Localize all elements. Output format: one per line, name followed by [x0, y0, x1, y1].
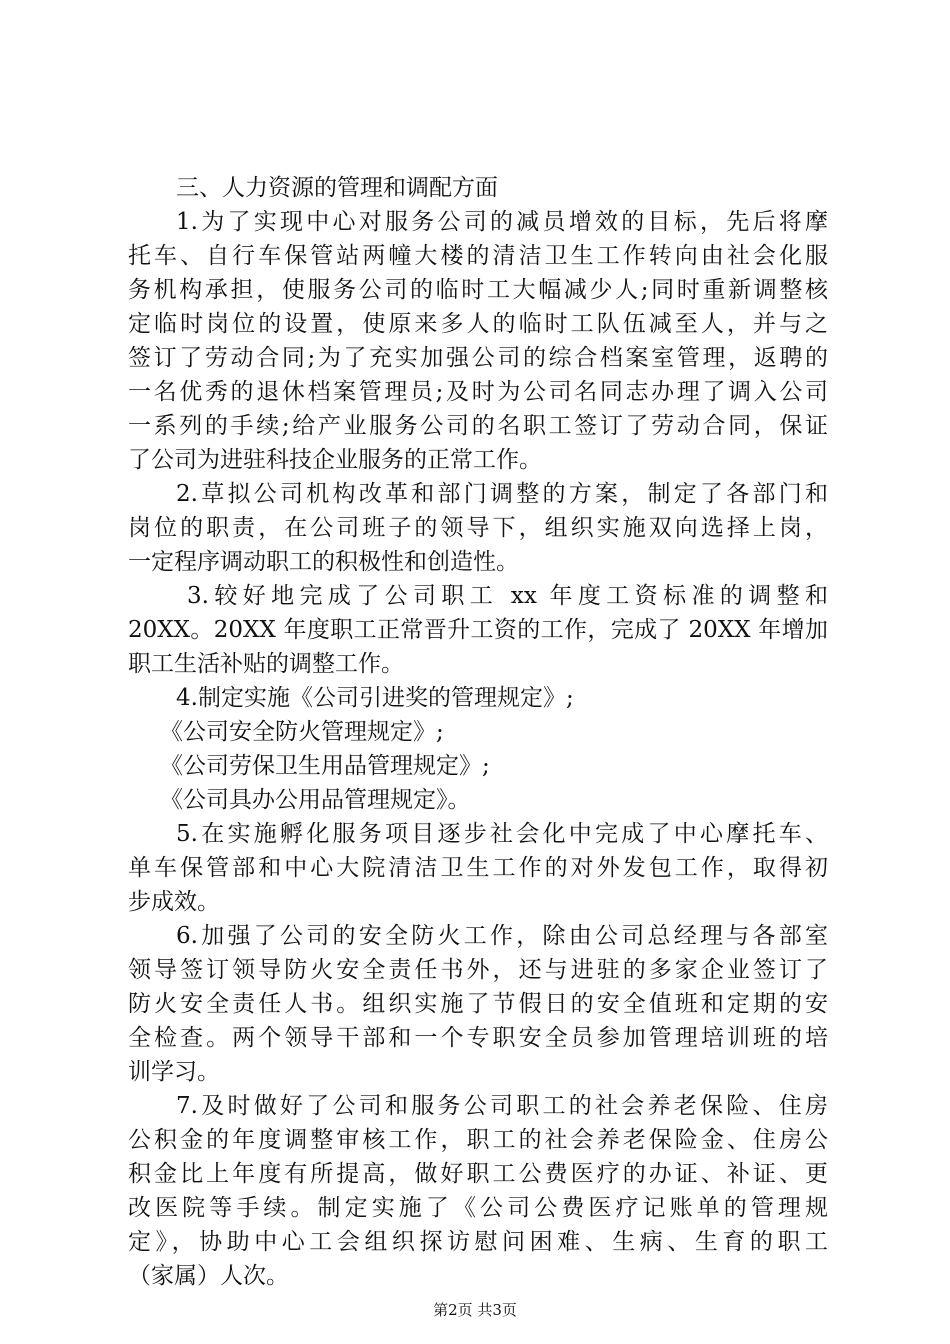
- paragraph-line: 单车保管部和中心大院清洁卫生工作的对外发包工作，取得初: [128, 855, 828, 881]
- paragraph-line: 公积金的年度调整审核工作，职工的社会养老保险金、住房公: [128, 1127, 828, 1153]
- paragraph-line: 积金比上年度有所提高，做好职工公费医疗的办证、补证、更: [128, 1161, 828, 1187]
- paragraph-line: 托车、自行车保管站两幢大楼的清洁卫生工作转向由社会化服: [128, 243, 828, 269]
- paragraph-line: 《公司具办公用品管理规定》。: [160, 787, 471, 813]
- paragraph-line: 一名优秀的退休档案管理员;及时为公司名同志办理了调入公司: [128, 379, 828, 405]
- paragraph-line: 岗位的职责，在公司班子的领导下，组织实施双向选择上岗，: [128, 515, 828, 541]
- page-footer: 第2页 共3页: [433, 1301, 517, 1319]
- paragraph-line: 职工生活补贴的调整工作。: [128, 651, 404, 677]
- section-heading: 三、人力资源的管理和调配方面: [176, 175, 498, 201]
- paragraph-line: 签订了劳动合同;为了充实加强公司的综合档案室管理，返聘的: [128, 345, 828, 371]
- paragraph-line: 领导签订领导防火安全责任书外，还与进驻的多家企业签订了: [128, 957, 828, 983]
- paragraph-line: （家属）人次。: [128, 1263, 289, 1289]
- paragraph-line: 改医院等手续。制定实施了《公司公费医疗记账单的管理规: [128, 1195, 828, 1221]
- paragraph-line: 《公司安全防火管理规定》;: [160, 719, 444, 745]
- paragraph-line: 一定程序调动职工的积极性和创造性。: [128, 549, 519, 575]
- paragraph-line: 务机构承担，使服务公司的临时工大幅减少人;同时重新调整核: [128, 277, 828, 303]
- paragraph-line: 3.较好地完成了公司职工 xx 年度工资标准的调整和: [187, 583, 828, 609]
- paragraph-line: 7.及时做好了公司和服务公司职工的社会养老保险、住房: [176, 1093, 828, 1119]
- paragraph-line: 定临时岗位的设置，使原来多人的临时工队伍减至人，并与之: [128, 311, 828, 337]
- paragraph-line: 防火安全责任人书。组织实施了节假日的安全值班和定期的安: [128, 991, 828, 1017]
- paragraph-line: 2.草拟公司机构改革和部门调整的方案，制定了各部门和: [176, 481, 828, 507]
- paragraph-line: 一系列的手续;给产业服务公司的名职工签订了劳动合同，保证: [128, 413, 828, 439]
- paragraph-line: 6.加强了公司的安全防火工作，除由公司总经理与各部室: [176, 923, 828, 949]
- paragraph-line: 训学习。: [128, 1059, 220, 1085]
- paragraph-line: 5.在实施孵化服务项目逐步社会化中完成了中心摩托车、: [176, 821, 828, 847]
- paragraph-line: 1.为了实现中心对服务公司的减员增效的目标，先后将摩: [176, 209, 828, 235]
- paragraph-line: 20XX。20XX 年度职工正常晋升工资的工作，完成了 20XX 年增加: [128, 617, 828, 643]
- paragraph-line: 了公司为进驻科技企业服务的正常工作。: [128, 447, 542, 473]
- paragraph-line: 4.制定实施《公司引进奖的管理规定》;: [176, 685, 574, 711]
- paragraph-line: 全检查。两个领导干部和一个专职安全员参加管理培训班的培: [128, 1025, 828, 1051]
- paragraph-line: 《公司劳保卫生用品管理规定》;: [160, 753, 490, 779]
- paragraph-line: 定》，协助中心工会组织探访慰问困难、生病、生育的职工: [128, 1229, 828, 1255]
- paragraph-line: 步成效。: [128, 889, 220, 915]
